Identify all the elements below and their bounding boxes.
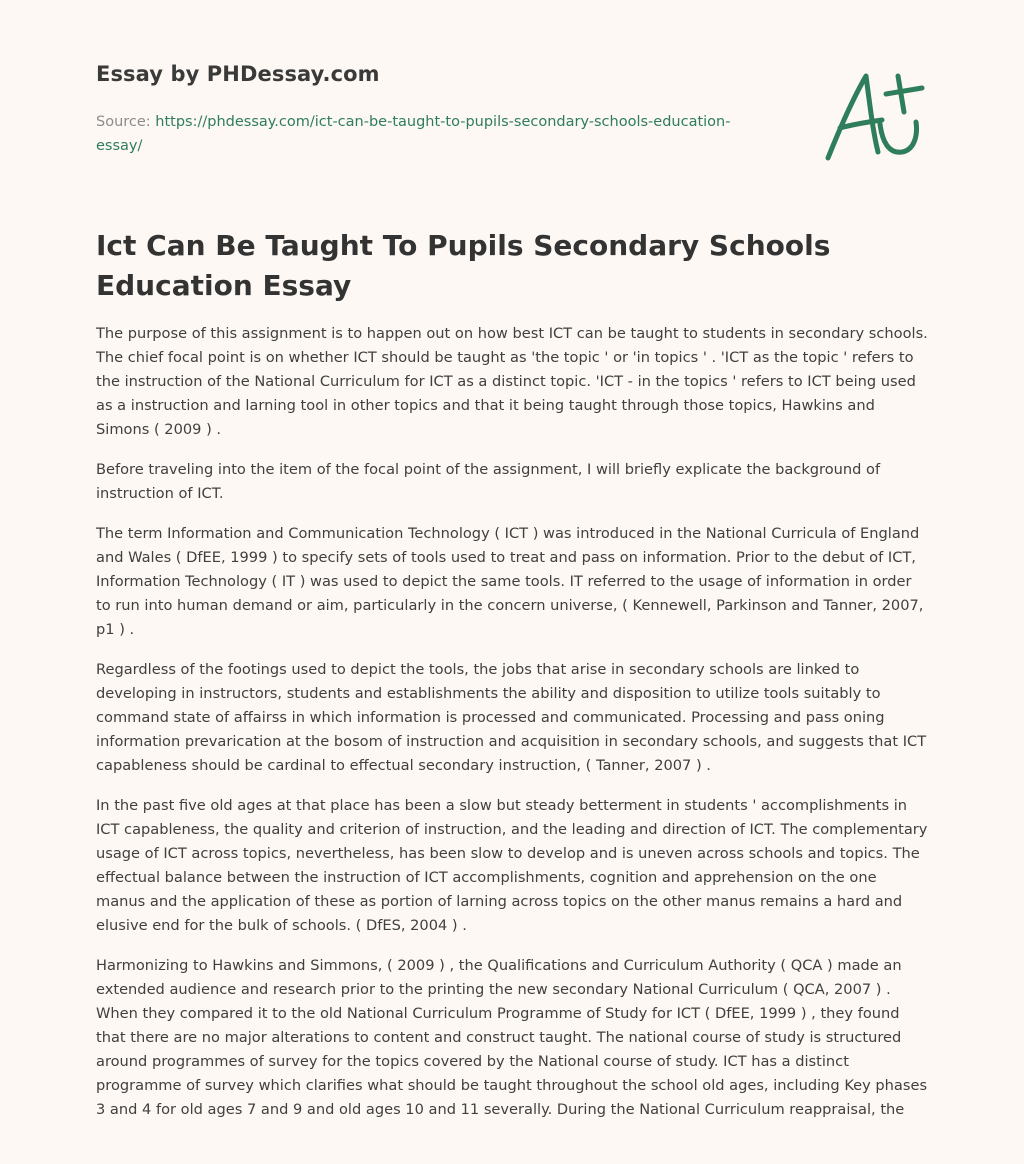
source-link[interactable]: https://phdessay.com/ict-can-be-taught-to-pupils-secondary-schools-education-essay/ — [96, 114, 731, 154]
site-title: Essay by PHDessay.com — [96, 62, 380, 86]
essay-title: Ict Can Be Taught To Pupils Secondary Schools Education Essay — [96, 229, 831, 302]
essay-paragraph: In the past five old ages at that place has been a slow but steady betterment in students ' accomplishments in ICT capableness, the quality and criterion of instruction, and the leading and direction of ICT. The complementary usage of ICT across topics, nevertheless, has been slow to develop and is uneven across schools and topics. The effectual balance between the instruction of ICT accomplishments, cognition and apprehension on the one manus and the application of these as portion of larning across topics on the other manus remains a hard and elusive end for the bulk of schools. ( DfES, 2004 ) . — [96, 797, 928, 934]
essay-paragraph: Regardless of the footings used to depict the tools, the jobs that arise in secondary schools are linked to developing in instructors, students and establishments the ability and disposition to utilize tools suitably to command state of affairss in which information is processed and communicated. Processing and pass oning information prevarication at the bosom of instruction and acquisition in secondary schools, and suggests that ICT capableness should be cardinal to effectual secondary instruction, ( Tanner, 2007 ) . — [96, 661, 927, 774]
essay-paragraph: Before traveling into the item of the focal point of the assignment, I will briefly explicate the background of instruction of ICT. — [96, 461, 881, 502]
source-label: Source: — [96, 114, 156, 130]
essay-paragraph: The term Information and Communication Technology ( ICT ) was introduced in the National Curricula of England and Wales ( DfEE, 1999 ) to specify sets of tools used to treat and pass on information. Prior to the debut of ICT, Information Technology ( IT ) was used to depict the same tools. IT referred to the usage of information in order to run into human demand or aim, particularly in the concern universe, ( Kennewell, Parkinson and Tanner, 2007, p1 ) . — [96, 525, 924, 638]
essay-body — [96, 322, 930, 1138]
essay-paragraph: The purpose of this assignment is to happen out on how best ICT can be taught to students in secondary schools. The chief focal point is on whether ICT should be taught as 'the topic ' or 'in topics ' . 'ICT as the topic ' refers to the instruction of the National Curriculum for ICT as a distinct topic. 'ICT - in the topics ' refers to ICT being used as a instruction and larning tool in other topics and that it being taught through those topics, Hawkins and Simons ( 2009 ) . — [96, 325, 928, 438]
source-line — [96, 110, 776, 158]
essay-paragraph: Harmonizing to Hawkins and Simmons, ( 2009 ) , the Qualifications and Curriculum Authority ( QCA ) made an extended audience and research prior to the printing the new secondary National Curriculum ( QCA, 2007 ) . When they compared it to the old National Curriculum Programme of Study for ICT ( DfEE, 1999 ) , they found that there are no major alterations to content and construct taught. The national course of study is structured around programmes of survey for the topics covered by the National course of study. ICT has a distinct programme of survey which clarifies what should be taught throughout the school old ages, including Key phases 3 and 4 for old ages 7 and 9 and old ages 10 and 11 severally. During the National Curriculum reappraisal, the — [96, 957, 928, 1118]
a-plus-logo-icon — [818, 66, 930, 166]
